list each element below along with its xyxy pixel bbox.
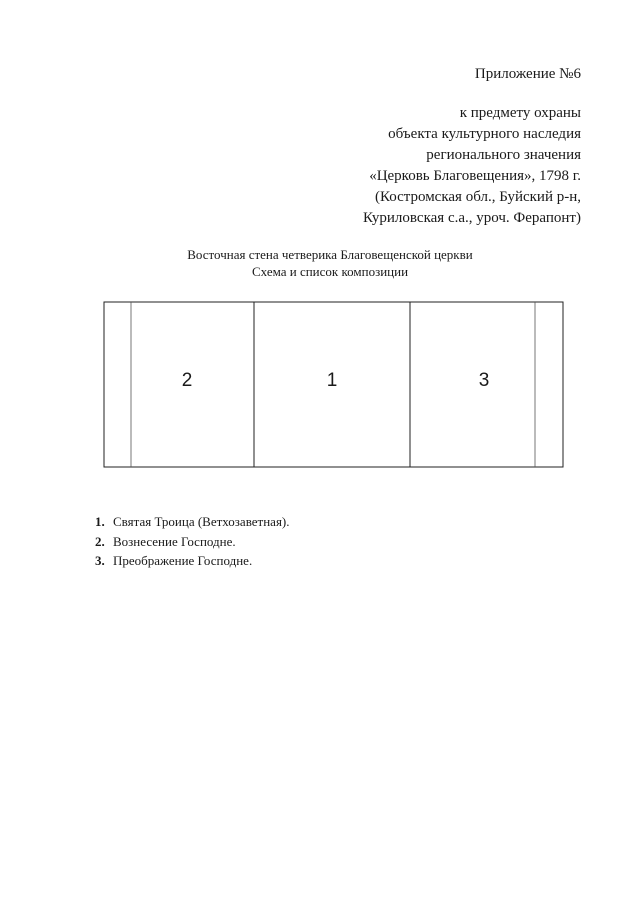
caption-line-1: Восточная стена четверика Благовещенской церкви <box>187 247 473 262</box>
item-number: 2. <box>95 533 105 549</box>
panel-number-1: 1 <box>326 370 338 391</box>
appendix-title: Приложение №6 <box>474 66 581 82</box>
panel-number-2: 2 <box>181 370 193 391</box>
wall-outline <box>104 302 563 467</box>
item-text: Вознесение Господне. <box>113 533 236 549</box>
list-item <box>95 532 290 552</box>
scheme-caption <box>0 246 640 280</box>
item-text: Преображение Господне. <box>113 553 253 568</box>
header-line: (Костромская обл., Буйский р-н, <box>374 189 581 205</box>
header-line: «Церковь Благовещения», 1798 г. <box>369 168 581 184</box>
composition-list <box>95 512 290 571</box>
list-item <box>95 512 290 532</box>
header-line: к предмету охраны <box>459 105 581 121</box>
panel-number-3: 3 <box>478 370 490 391</box>
item-number: 1. <box>95 514 105 529</box>
item-text: Святая Троица (Ветхозаветная). <box>113 514 290 529</box>
header-line: регионального значения <box>426 147 581 163</box>
header-line: объекта культурного наследия <box>388 126 581 142</box>
header-line: Куриловская с.а., уроч. Ферапонт) <box>363 210 581 226</box>
list-item <box>95 551 290 571</box>
item-number: 3. <box>95 553 105 568</box>
caption-line-2: Схема и список композиции <box>251 264 409 279</box>
protection-subject-header <box>363 103 581 229</box>
